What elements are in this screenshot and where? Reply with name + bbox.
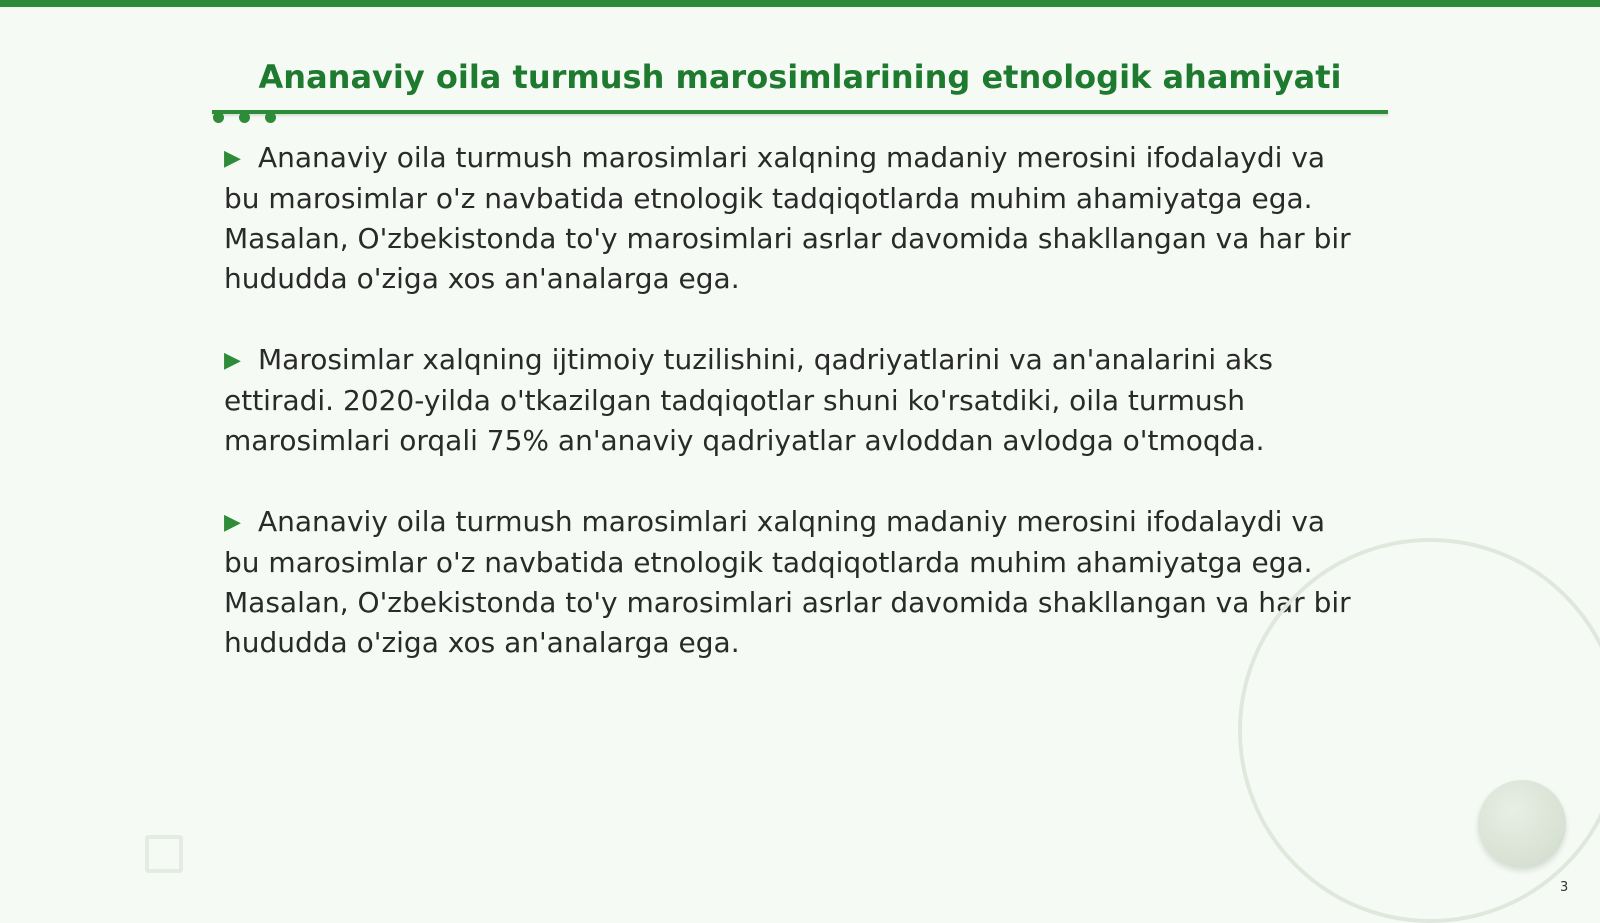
decorative-dot [265, 112, 276, 123]
decorative-dot [239, 112, 250, 123]
page-number: 3 [1560, 880, 1569, 895]
bullet-arrow-icon: ▶ [224, 510, 241, 535]
decorative-ball [1478, 780, 1566, 868]
bullet-paragraph [224, 502, 1364, 663]
slide-body [224, 138, 1364, 704]
paragraph-text: Ananaviy oila turmush marosimlari xalqning madaniy merosini ifodalaydi va bu marosimlar o'z navbatida etnologik tadqiqotlarda muhim ahamiyatga ega. Masalan, O'zbekistonda to'y marosimlari asrlar davomida shakllangan va har bir hududda o'ziga xos an'analarga ega. [224, 141, 1351, 295]
decorative-ring [1238, 538, 1600, 923]
bullet-paragraph [224, 138, 1364, 299]
bullet-paragraph [224, 340, 1364, 461]
paragraph-text: Marosimlar xalqning ijtimoiy tuzilishini, qadriyatlarini va an'analarini aks ettiradi. 2020-yilda o'tkazilgan tadqiqotlar shuni ko'rsatdiki, oila turmush marosimlari orqali 75% an'anaviy qadriyatlar avloddan avlodga o'tmoqda. [224, 343, 1273, 457]
paragraph-text: Ananaviy oila turmush marosimlari xalqning madaniy merosini ifodalaydi va bu marosimlar o'z navbatida etnologik tadqiqotlarda muhim ahamiyatga ega. Masalan, O'zbekistonda to'y marosimlari asrlar davomida shakllangan va har bir hududda o'ziga xos an'analarga ega. [224, 505, 1351, 659]
top-accent-bar [0, 0, 1600, 7]
bullet-arrow-icon: ▶ [224, 146, 241, 171]
slide-title: Ananaviy oila turmush marosimlarining etnologik ahamiyati [258, 58, 1342, 96]
title-underline [212, 110, 1388, 114]
bullet-arrow-icon: ▶ [224, 348, 241, 373]
decorative-dot [213, 112, 224, 123]
decorative-square [145, 835, 183, 873]
